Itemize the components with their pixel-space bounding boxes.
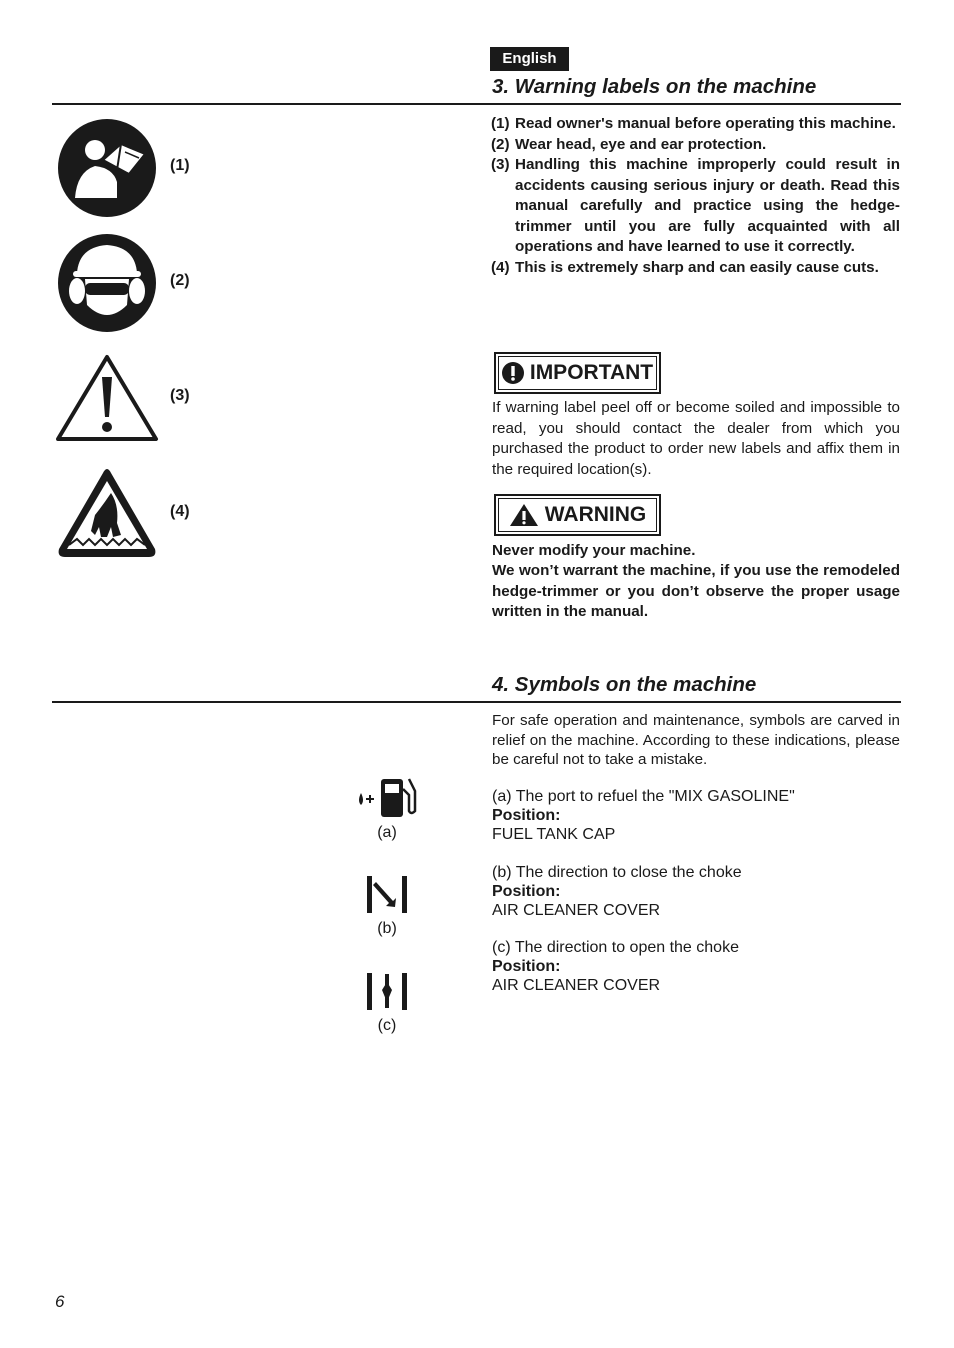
symbol-c-position-label: Position:	[492, 958, 561, 975]
section-4-title: 4. Symbols on the machine	[492, 673, 757, 696]
warning-line-1: Never modify your machine.	[492, 542, 696, 559]
warning-label-list	[491, 114, 900, 278]
item-text: This is extremely sharp and can easily cause cuts.	[515, 258, 879, 276]
symbol-b-description	[492, 863, 900, 920]
symbol-b-desc: (b) The direction to close the choke	[492, 864, 742, 881]
item-number: (1)	[491, 115, 510, 132]
important-box	[494, 352, 661, 394]
symbol-c	[352, 970, 422, 1035]
label-1: (1)	[170, 157, 190, 174]
warning-line-2: We won’t warrant the machine, if you use the remodeled hedge-trimmer or you don’t observe the proper usage written in the manual.	[492, 562, 900, 620]
symbol-a-desc: (a) The port to refuel the "MIX GASOLINE"	[492, 788, 795, 805]
list-item	[491, 135, 900, 156]
symbol-a-position-label: Position:	[492, 807, 561, 824]
symbol-a	[352, 775, 422, 842]
symbol-c-position: AIR CLEANER COVER	[492, 977, 661, 994]
item-text: Wear head, eye and ear protection.	[515, 135, 767, 153]
label-2: (2)	[170, 272, 190, 289]
symbol-b-caption: (b)	[377, 920, 397, 937]
item-number: (2)	[491, 135, 510, 153]
head-eye-ear-protection-icon	[55, 233, 161, 338]
symbol-c-desc: (c) The direction to open the choke	[492, 939, 739, 956]
label-3: (3)	[170, 387, 190, 404]
list-item	[491, 258, 900, 279]
item-text: Handling this machine improperly could result in accidents causing serious injury or death. Read this manual carefully and practice using the hedge-trimmer until you are fully acquainted with all operations and have learned to use it correctly.	[515, 156, 900, 255]
symbol-b-position-label: Position:	[492, 883, 561, 900]
sharp-blade-hazard-icon	[55, 465, 161, 566]
warning-label: WARNING	[544, 503, 647, 526]
read-manual-icon	[55, 118, 161, 223]
symbol-b-position: AIR CLEANER COVER	[492, 902, 661, 919]
warning-box	[494, 494, 661, 536]
list-item	[491, 155, 900, 258]
important-text: If warning label peel off or become soiled and impossible to read, you should contact the dealer from which you purchased the product to order new labels and affix them in the required location(s).	[492, 399, 900, 478]
item-number: (3)	[491, 156, 510, 173]
label-4: (4)	[170, 503, 190, 520]
section-3-title: 3. Warning labels on the machine	[492, 75, 817, 98]
important-label: IMPORTANT	[529, 361, 654, 384]
language-tag: English	[490, 47, 569, 71]
symbol-b	[352, 873, 422, 938]
warning-triangle-icon	[509, 503, 539, 527]
fuel-pump-icon	[355, 775, 419, 819]
page-number: 6	[55, 1292, 65, 1311]
symbol-a-description	[492, 787, 900, 844]
symbols-intro: For safe operation and maintenance, symbols are carved in relief on the machine. According to these indications, please be careful not to take a mistake.	[492, 712, 900, 768]
choke-open-icon	[365, 970, 409, 1012]
choke-close-icon	[365, 873, 409, 915]
section-4-rule	[52, 701, 901, 703]
caution-triangle-icon	[55, 353, 161, 448]
symbol-a-caption: (a)	[377, 824, 397, 841]
symbol-c-caption: (c)	[377, 1017, 397, 1034]
symbol-c-description	[492, 938, 900, 995]
symbol-a-position: FUEL TANK CAP	[492, 826, 616, 843]
list-item	[491, 114, 900, 135]
item-number: (4)	[491, 258, 510, 276]
exclamation-icon	[502, 362, 524, 384]
item-text: Read owner's manual before operating this machine.	[515, 115, 896, 132]
section-3-rule	[52, 103, 901, 105]
